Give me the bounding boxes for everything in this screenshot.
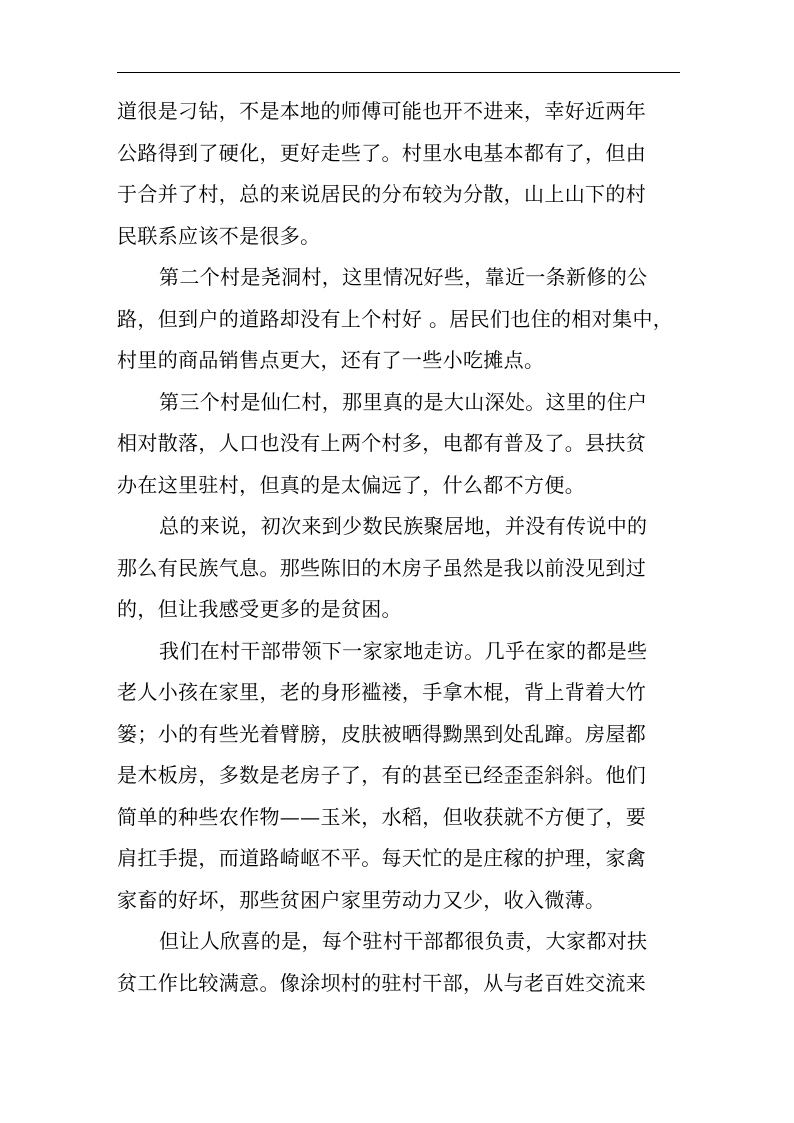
text-line: 第三个村是仙仁村，那里真的是大山深处。这里的住户 xyxy=(159,389,648,414)
paragraph-6 xyxy=(117,921,680,1004)
text-line: 路，但到户的道路却没有上个村好 。居民们也住的相对集中， xyxy=(117,306,674,331)
text-line: 村里的商品销售点更大，还有了一些小吃摊点。 xyxy=(117,348,545,372)
text-line: 但让人欣喜的是，每个驻村干部都很负责，大家都对扶 xyxy=(159,929,648,953)
text-line: 简单的种些农作物——玉米，水稻，但收获就不方便了，要 xyxy=(117,804,647,829)
text-line: 肩扛手提，而道路崎岖不平。每天忙的是庄稼的护理，家禽 xyxy=(117,846,647,870)
text-line: 是木板房，多数是老房子了，有的甚至已经歪歪斜斜。他们 xyxy=(117,763,647,787)
text-line: 于合并了村，总的来说居民的分布较为分散，山上山下的村 xyxy=(117,182,647,206)
text-line: 民联系应该不是很多。 xyxy=(117,223,321,248)
text-line: 公路得到了硬化，更好走些了。村里水电基本都有了，但由 xyxy=(117,140,647,165)
text-line: 道很是刁钻，不是本地的师傅可能也开不进来，幸好近两年 xyxy=(117,99,647,123)
paragraph-1 xyxy=(117,91,680,257)
text-line: 总的来说，初次来到少数民族聚居地，并没有传说中的 xyxy=(159,514,648,538)
paragraph-4 xyxy=(117,506,680,631)
text-line: 贫工作比较满意。像涂坝村的驻村干部，从与老百姓交流来 xyxy=(117,970,647,995)
text-line: 的，但让我感受更多的是贫困。 xyxy=(117,597,402,621)
header-rule xyxy=(117,72,680,73)
body-text xyxy=(117,91,680,1004)
text-line: 第二个村是尧洞村，这里情况好些，靠近一条新修的公 xyxy=(159,265,648,289)
text-line: 相对散落，人口也没有上两个村多，电都有普及了。县扶贫 xyxy=(117,431,647,455)
paragraph-3 xyxy=(117,382,680,507)
text-line: 那么有民族气息。那些陈旧的木房子虽然是我以前没见到过 xyxy=(117,555,647,580)
paragraph-5 xyxy=(117,631,680,922)
paragraph-2 xyxy=(117,257,680,382)
text-line: 办在这里驻村，但真的是太偏远了，什么都不方便。 xyxy=(117,472,586,497)
text-line: 家畜的好坏，那些贫困户家里劳动力又少，收入微薄。 xyxy=(117,887,606,912)
text-line: 我们在村干部带领下一家家地走访。几乎在家的都是些 xyxy=(159,638,648,663)
text-line: 老人小孩在家里，老的身形褴褛，手拿木棍，背上背着大竹 xyxy=(117,680,647,704)
text-line: 篓；小的有些光着臂膀，皮肤被晒得黝黑到处乱蹿。房屋都 xyxy=(117,721,647,746)
